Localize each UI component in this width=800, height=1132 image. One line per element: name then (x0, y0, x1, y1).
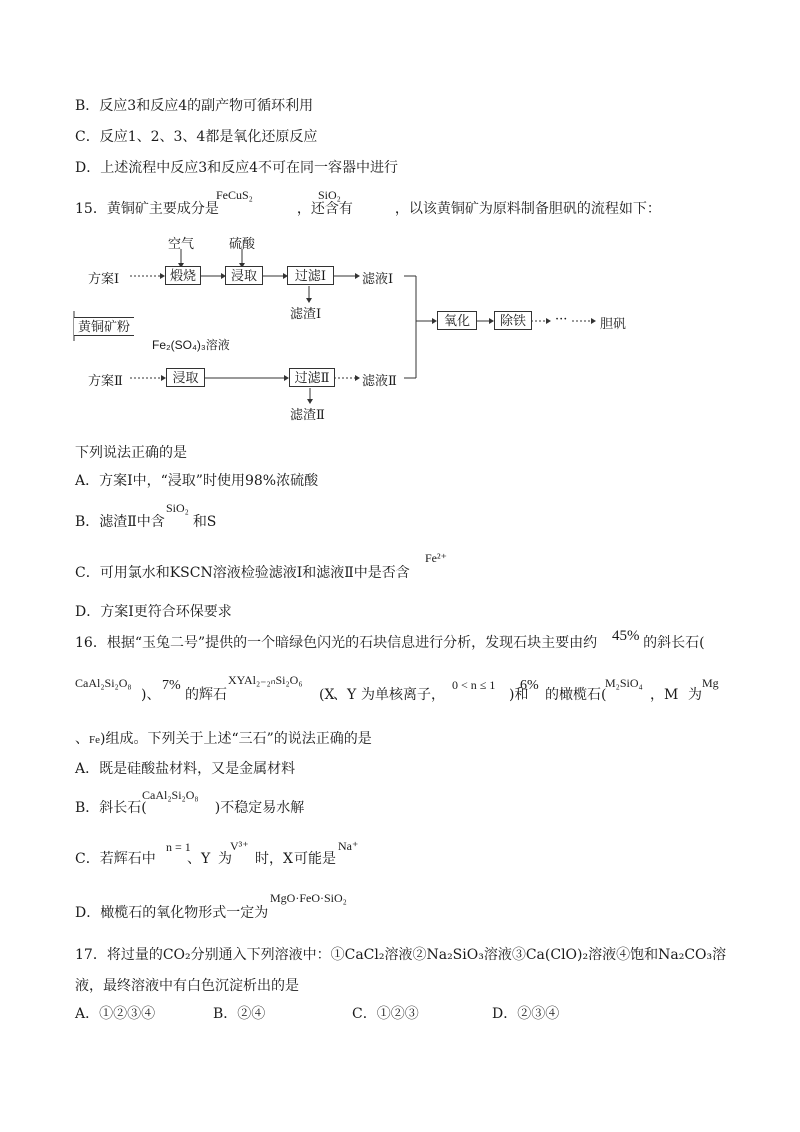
q17-stem-2: 液，最终溶液中有白色沉淀析出的是 (75, 978, 299, 994)
step-filter-1: 过滤Ⅰ (287, 266, 334, 285)
q16-option-b-formula: CaAl₂Si₂O₈ (142, 788, 199, 802)
q15-option-b-formula: SiO₂ (166, 501, 189, 515)
q16-mg: Mg (702, 676, 719, 690)
q16-pct-7: 7% (162, 678, 181, 693)
q15-formula-sio2: SiO₂ (318, 188, 341, 202)
flow-diagram-lines (0, 0, 800, 420)
product-chalcanthite: 胆矾 (600, 317, 627, 332)
q15-option-b: B．滤渣Ⅱ中含 和S (75, 514, 217, 530)
step-remove-iron: 除铁 (494, 311, 532, 330)
q16-option-c-b: 、Y (187, 851, 211, 867)
step-filter-2: 过滤Ⅱ (289, 368, 335, 387)
q16-option-c-c: 为 (218, 851, 232, 867)
q16-option-a: A．既是硅酸盐材料，又是金属材料 (75, 761, 296, 777)
step-roast: 煅烧 (165, 266, 201, 285)
q16-option-d-formula: MgO·FeO·SiO₂ (270, 891, 347, 905)
filtrate-2: 滤液Ⅱ (362, 374, 397, 389)
q16-option-c-n: n = 1 (166, 840, 191, 854)
q16-pct-45: 45% (612, 628, 640, 644)
q14-option-b: B．反应3和反应4的副产物可循环利用 (75, 98, 314, 114)
q16-option-c-e: 可能是 (294, 851, 336, 867)
q16-line2-c: (X (319, 687, 335, 703)
q15-prompt: 下列说法正确的是 (75, 445, 187, 461)
q16-line2-h: ，M (650, 687, 679, 703)
q15-option-a: A．方案Ⅰ中，“浸取”时使用98%浓硫酸 (75, 473, 319, 489)
step-oxidize: 氧化 (437, 311, 477, 330)
q15-option-c: C．可用氯水和KSCN溶液检验滤液Ⅰ和滤液Ⅱ中是否含 (75, 565, 410, 581)
reagent-sulfuric-acid: 硫酸 (229, 237, 256, 252)
filtrate-1: 滤液Ⅰ (362, 272, 394, 287)
q17-option-d: D．②③④ (492, 1006, 560, 1022)
q16-option-c-v: V³⁺ (230, 839, 249, 853)
plan-1-label: 方案Ⅰ (88, 272, 120, 287)
q15-option-c-formula: Fe²⁺ (425, 551, 447, 565)
q16-cond-n: 0 < n ≤ 1 (452, 678, 496, 692)
q16-formula-pyroxene: XYAl₂₋₂ₙSi₂O₆ (228, 673, 303, 687)
q16-option-b: B．斜长石( )不稳定易水解 (75, 800, 305, 816)
q16-line1: 16．根据“玉兔二号”提供的一个暗绿色闪光的石块信息进行分析，发现石块主要由约 的斜长石( (75, 635, 705, 651)
q16-pct-6: 6% (520, 678, 539, 693)
step-leach-1: 浸取 (225, 266, 263, 285)
q16-line2-b: 的辉石 (185, 687, 227, 703)
reagent-air: 空气 (168, 237, 195, 252)
q16-formula-olivine: M₂SiO₄ (605, 676, 643, 690)
q15-option-d: D．方案Ⅰ更符合环保要求 (75, 604, 232, 620)
q16-line2-a: )、 (141, 687, 161, 703)
raw-material-ore: 黄铜矿粉 (74, 317, 134, 336)
q16-line2-e: 为单核离子， (361, 687, 445, 703)
q16-line2-g: 的橄榄石( (545, 687, 607, 703)
q17-stem-1: 17．将过量的CO₂分别通入下列溶液中：①CaCl₂溶液②Na₂SiO₃溶液③Ca(ClO)₂溶液④饱和Na₂CO₃溶 (75, 947, 727, 963)
q16-line2-i: 为 (688, 687, 702, 703)
ellipsis: ··· (555, 312, 568, 327)
q16-option-d: D．橄榄石的氧化物形式一定为 (75, 905, 269, 921)
q16-formula-anorthite: CaAl₂Si₂O₈ (75, 676, 132, 690)
step-leach-2: 浸取 (166, 368, 205, 387)
reagent-fe2so43: Fe₂(SO₄)₃溶液 (152, 338, 230, 352)
q16-line2-d: 、Y (333, 687, 357, 703)
q14-option-c: C．反应1、2、3、4都是氧化还原反应 (75, 129, 318, 145)
residue-1: 滤渣Ⅰ (290, 307, 322, 322)
q17-option-a: A．①②③④ (75, 1006, 156, 1022)
q16-option-c: C．若辉石中 (75, 851, 156, 867)
q17-option-b: B．②④ (213, 1006, 266, 1022)
residue-2: 滤渣Ⅱ (290, 408, 325, 423)
q16-line3: 、Fe)组成。下列关于上述“三石”的说法正确的是 (75, 731, 372, 747)
q14-option-d: D．上述流程中反应3和反应4不可在同一容器中进行 (75, 160, 399, 176)
q16-option-c-d: 时，X (255, 851, 293, 867)
q16-line2-f: )和 (509, 687, 529, 703)
q15-stem: 15．黄铜矿主要成分是 ，还含有 ，以该黄铜矿为原料制备胆矾的流程如下： (75, 201, 661, 217)
q17-option-c: C．①②③ (352, 1006, 419, 1022)
plan-2-label: 方案Ⅱ (88, 374, 123, 389)
q15-formula-fecus2: FeCuS₂ (216, 188, 253, 202)
q16-option-c-na: Na⁺ (338, 839, 359, 853)
